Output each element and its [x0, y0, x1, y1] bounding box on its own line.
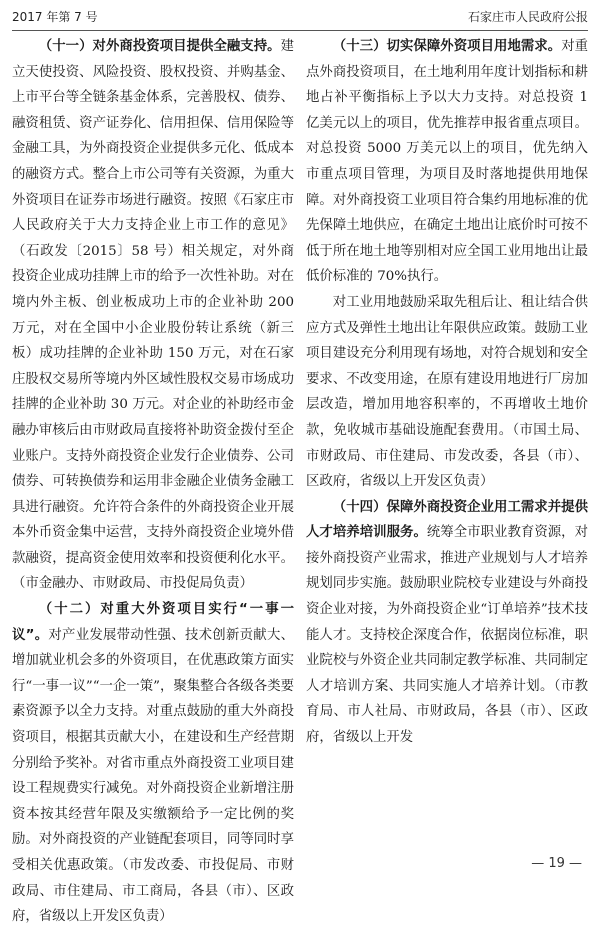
section-13-para2: 对工业用地鼓励采取先租后让、租让结合供应方式及弹性土地出让年限供应政策。鼓励工业项目建设充分利用现有场地，对符合规划和安全要求、不改变用途，在原有建设用地进行厂房加层改造，增加用地容积率的，不再增收土地价款，免收城市基础设施配套费用。（市国土局、市财政局、市住建局、市发改委，各县（市）、区政府，省级以上开发区负责） — [306, 294, 588, 490]
section-11 — [12, 34, 294, 597]
left-column — [12, 34, 294, 930]
publication-title: 石家庄市人民政府公报 — [467, 10, 588, 24]
section-14-body: 统筹全市职业教育资源，对接外商投资产业需求，推进产业规划与人才培养规划同步实施。鼓励职业院校专业建设与外商投资企业对接，为外商投资企业“订单培养”技术技能人才。支持校企深度合作，依据岗位标准，职业院校与外资企业共同制定教学标准、共同制定人才培训方案、共同实施人才培养计划。（市教育局、市人社局、市财政局，各县（市）、区政府，省级以上开发 — [306, 525, 588, 746]
issue-label: 2017 年第 7 号 — [12, 10, 98, 24]
section-11-heading: （十一）对外商投资项目提供全融支持。 — [38, 39, 281, 54]
header-rule — [12, 30, 588, 31]
section-13-heading: （十三）切实保障外资项目用地需求。 — [332, 39, 562, 54]
section-14-heading: （十四）保障外商投资企业用工需求并提供人才培养培训服务。 — [306, 499, 588, 541]
page-header — [12, 6, 588, 28]
section-12-heading: （十二）对重大外资项目实行“一事一议”。 — [12, 602, 294, 643]
section-12-part1 — [12, 597, 294, 930]
section-14 — [306, 495, 588, 751]
section-13-body: 对重点外商投资项目，在土地利用年度计划指标和耕地占补平衡指标上予以大力支持。对总投资 1 亿美元以上的项目，优先推荐申报省重点项目。对总投资 5000 万美元以上的项目，优先纳入市重点项目管理，为项目及时落地提供用地保障。对外商投资工业项目符合集约用地标准的优先保障土地供应，在确定土地出让底价时可按不低于所在地土地等别相对应全国工业用地出让最低价标准的 70%执行。 — [306, 39, 589, 285]
page-number: — 19 — — [531, 856, 582, 871]
right-column — [306, 34, 588, 751]
section-13 — [306, 34, 588, 290]
section-12-body: 对产业发展带动性强、技术创新贡献大、增加就业机会多的外资项目，在优惠政策方面实行“一事一议”“一企一策”，聚集整合各级各类要素资源予以全力支持。对重点鼓励的重大外商投资项目，根据其贡献大小，在建设和生产经营期分别给予奖补。对省市重点外商投资工业项目建设工程规费实行减免。对外商投资企业新增注册资本按其经营年限及实缴额给予一定比例的奖励。对外商投资的产业链配套项目，同等同时享受相关优惠政策。（市发改委、市投促局、市财政局、市住建局、市工商局，各县（市）、区政府，省级以上开发区负责） — [12, 627, 294, 925]
section-11-body: 建立天使投资、风险投资、股权投资、并购基金、上市平台等全链条基金体系，完善股权、债券、融资租赁、资产证券化、信用担保、信用保险等金融工具，为外商投资企业提供多元化、低成本的融资方式。整合上市公司等有关资源，为重大外资项目在证券市场进行融资。按照《石家庄市人民政府关于大力支持企业上市工作的意见》（石政发〔2015〕58 号）相关规定，对外商投资企业成功挂牌上市的给予一次性补助。对在境内外主板、创业板成功上市的企业补助 200 万元，对在全国中小企业股份转让系统（新三板）成功挂牌的企业补助 150 万元，对在石家庄股权交易所等境内外区域性股权交易市场成功挂牌的企业补助 30 万元。对企业的补助经市金融办审核后由市财政局直接将补助资金拨付至企业账户。支持外商投资企业发行企业债券、公司债券、可转换债券和运用非金融企业债务金融工具进行融资。允许符合条件的外商投资企业开展本外币资金集中运营，支持外商投资企业境外借款融资，提高资金使用效率和投资便利化水平。（市金融办、市财政局、市投促局负责） — [12, 39, 294, 592]
